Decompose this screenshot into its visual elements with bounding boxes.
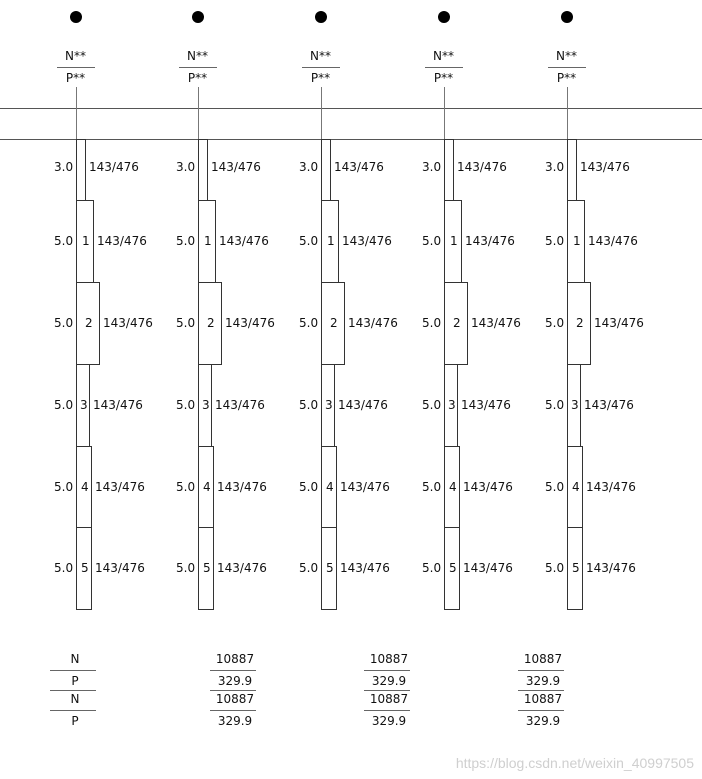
header-top-label: N** bbox=[556, 49, 577, 63]
table-cell: 329.9 bbox=[371, 674, 407, 688]
segment-value: 143/476 bbox=[586, 561, 636, 575]
segment-depth-label: 5.0 bbox=[176, 316, 196, 330]
segment-value: 143/476 bbox=[584, 398, 634, 412]
segment-value: 143/476 bbox=[217, 561, 267, 575]
segment-value: 143/476 bbox=[342, 234, 392, 248]
table-cell: 10887 bbox=[523, 692, 563, 706]
watermark: https://blog.csdn.net/weixin_40997505 bbox=[455, 755, 694, 771]
segment-number: 2 bbox=[330, 316, 338, 330]
segment-value: 143/476 bbox=[217, 480, 267, 494]
table-cell: 329.9 bbox=[525, 674, 561, 688]
segment-depth-label: 3.0 bbox=[54, 160, 74, 174]
segment-number: 1 bbox=[573, 234, 581, 248]
segment-depth-label: 5.0 bbox=[54, 234, 74, 248]
segment-depth-label: 3.0 bbox=[545, 160, 565, 174]
pole-segment bbox=[321, 139, 331, 201]
segment-number: 5 bbox=[81, 561, 89, 575]
segment-depth-label: 5.0 bbox=[422, 561, 442, 575]
table-divider bbox=[518, 710, 564, 711]
segment-number: 1 bbox=[450, 234, 458, 248]
pole-marker-dot bbox=[561, 11, 573, 23]
table-cell: N bbox=[70, 692, 80, 706]
segment-number: 5 bbox=[449, 561, 457, 575]
segment-depth-label: 5.0 bbox=[545, 480, 565, 494]
table-divider bbox=[50, 670, 96, 671]
segment-number: 1 bbox=[204, 234, 212, 248]
segment-depth-label: 5.0 bbox=[54, 561, 74, 575]
pole-guide-line bbox=[76, 87, 77, 139]
segment-number: 4 bbox=[81, 480, 89, 494]
segment-depth-label: 3.0 bbox=[299, 160, 319, 174]
pole-segment bbox=[444, 139, 454, 201]
segment-value: 143/476 bbox=[215, 398, 265, 412]
segment-depth-label: 5.0 bbox=[422, 234, 442, 248]
table-cell: 329.9 bbox=[525, 714, 561, 728]
table-cell: 329.9 bbox=[217, 714, 253, 728]
segment-value: 143/476 bbox=[211, 160, 261, 174]
segment-value: 143/476 bbox=[95, 480, 145, 494]
pole-guide-line bbox=[567, 87, 568, 139]
header-bottom-label: P** bbox=[187, 71, 208, 85]
segment-number: 4 bbox=[572, 480, 580, 494]
table-divider bbox=[210, 690, 256, 691]
header-top-label: N** bbox=[433, 49, 454, 63]
pole-guide-line bbox=[444, 87, 445, 139]
segment-value: 143/476 bbox=[97, 234, 147, 248]
pole-marker-dot bbox=[438, 11, 450, 23]
segment-value: 143/476 bbox=[103, 316, 153, 330]
segment-value: 143/476 bbox=[465, 234, 515, 248]
segment-number: 3 bbox=[448, 398, 456, 412]
segment-depth-label: 5.0 bbox=[176, 480, 196, 494]
pole-marker-dot bbox=[315, 11, 327, 23]
segment-depth-label: 5.0 bbox=[545, 398, 565, 412]
segment-value: 143/476 bbox=[461, 398, 511, 412]
table-cell: 329.9 bbox=[371, 714, 407, 728]
segment-number: 1 bbox=[82, 234, 90, 248]
segment-value: 143/476 bbox=[340, 561, 390, 575]
segment-number: 2 bbox=[85, 316, 93, 330]
segment-value: 143/476 bbox=[457, 160, 507, 174]
segment-depth-label: 5.0 bbox=[422, 480, 442, 494]
header-bottom-label: P** bbox=[556, 71, 577, 85]
segment-number: 3 bbox=[80, 398, 88, 412]
band-bottom-line bbox=[0, 139, 702, 140]
table-divider bbox=[210, 670, 256, 671]
pole-guide-line bbox=[198, 87, 199, 139]
segment-depth-label: 5.0 bbox=[176, 234, 196, 248]
table-cell: 10887 bbox=[369, 652, 409, 666]
segment-depth-label: 5.0 bbox=[54, 480, 74, 494]
segment-depth-label: 5.0 bbox=[422, 398, 442, 412]
pole-marker-dot bbox=[70, 11, 82, 23]
segment-depth-label: 5.0 bbox=[299, 398, 319, 412]
pole-segment bbox=[567, 139, 577, 201]
table-divider bbox=[210, 710, 256, 711]
segment-value: 143/476 bbox=[463, 480, 513, 494]
segment-number: 2 bbox=[207, 316, 215, 330]
segment-value: 143/476 bbox=[463, 561, 513, 575]
segment-value: 143/476 bbox=[95, 561, 145, 575]
table-cell: P bbox=[71, 714, 79, 728]
header-divider bbox=[302, 67, 340, 68]
segment-depth-label: 5.0 bbox=[422, 316, 442, 330]
segment-depth-label: 5.0 bbox=[545, 316, 565, 330]
table-divider bbox=[518, 690, 564, 691]
header-bottom-label: P** bbox=[310, 71, 331, 85]
segment-depth-label: 5.0 bbox=[299, 480, 319, 494]
segment-number: 5 bbox=[203, 561, 211, 575]
segment-depth-label: 3.0 bbox=[176, 160, 196, 174]
segment-depth-label: 5.0 bbox=[299, 234, 319, 248]
table-cell: 10887 bbox=[215, 652, 255, 666]
segment-value: 143/476 bbox=[93, 398, 143, 412]
segment-depth-label: 5.0 bbox=[299, 561, 319, 575]
header-top-label: N** bbox=[187, 49, 208, 63]
header-divider bbox=[425, 67, 463, 68]
segment-value: 143/476 bbox=[219, 234, 269, 248]
segment-depth-label: 5.0 bbox=[545, 561, 565, 575]
segment-number: 4 bbox=[449, 480, 457, 494]
pole-guide-line bbox=[321, 87, 322, 139]
table-divider bbox=[50, 710, 96, 711]
segment-number: 3 bbox=[202, 398, 210, 412]
header-divider bbox=[548, 67, 586, 68]
table-cell: N bbox=[70, 652, 80, 666]
segment-depth-label: 5.0 bbox=[545, 234, 565, 248]
segment-number: 2 bbox=[453, 316, 461, 330]
header-bottom-label: P** bbox=[433, 71, 454, 85]
segment-depth-label: 5.0 bbox=[54, 398, 74, 412]
header-divider bbox=[57, 67, 95, 68]
segment-value: 143/476 bbox=[348, 316, 398, 330]
segment-number: 2 bbox=[576, 316, 584, 330]
pole-marker-dot bbox=[192, 11, 204, 23]
segment-depth-label: 5.0 bbox=[54, 316, 74, 330]
segment-number: 5 bbox=[326, 561, 334, 575]
segment-depth-label: 5.0 bbox=[176, 561, 196, 575]
segment-value: 143/476 bbox=[580, 160, 630, 174]
segment-depth-label: 5.0 bbox=[176, 398, 196, 412]
segment-value: 143/476 bbox=[338, 398, 388, 412]
pole-segment bbox=[76, 139, 86, 201]
segment-value: 143/476 bbox=[225, 316, 275, 330]
table-cell: 10887 bbox=[369, 692, 409, 706]
segment-number: 4 bbox=[326, 480, 334, 494]
header-divider bbox=[179, 67, 217, 68]
segment-value: 143/476 bbox=[588, 234, 638, 248]
table-divider bbox=[50, 690, 96, 691]
segment-number: 3 bbox=[325, 398, 333, 412]
table-cell: 10887 bbox=[523, 652, 563, 666]
segment-value: 143/476 bbox=[334, 160, 384, 174]
segment-value: 143/476 bbox=[471, 316, 521, 330]
table-divider bbox=[518, 670, 564, 671]
segment-depth-label: 3.0 bbox=[422, 160, 442, 174]
table-cell: 10887 bbox=[215, 692, 255, 706]
table-divider bbox=[364, 690, 410, 691]
segment-depth-label: 5.0 bbox=[299, 316, 319, 330]
segment-number: 5 bbox=[572, 561, 580, 575]
segment-value: 143/476 bbox=[594, 316, 644, 330]
table-cell: P bbox=[71, 674, 79, 688]
header-bottom-label: P** bbox=[65, 71, 86, 85]
table-cell: 329.9 bbox=[217, 674, 253, 688]
segment-value: 143/476 bbox=[340, 480, 390, 494]
header-top-label: N** bbox=[65, 49, 86, 63]
segment-value: 143/476 bbox=[89, 160, 139, 174]
header-top-label: N** bbox=[310, 49, 331, 63]
segment-number: 4 bbox=[203, 480, 211, 494]
segment-number: 3 bbox=[571, 398, 579, 412]
table-divider bbox=[364, 670, 410, 671]
band-top-line bbox=[0, 108, 702, 109]
segment-number: 1 bbox=[327, 234, 335, 248]
segment-value: 143/476 bbox=[586, 480, 636, 494]
pole-segment bbox=[198, 139, 208, 201]
table-divider bbox=[364, 710, 410, 711]
